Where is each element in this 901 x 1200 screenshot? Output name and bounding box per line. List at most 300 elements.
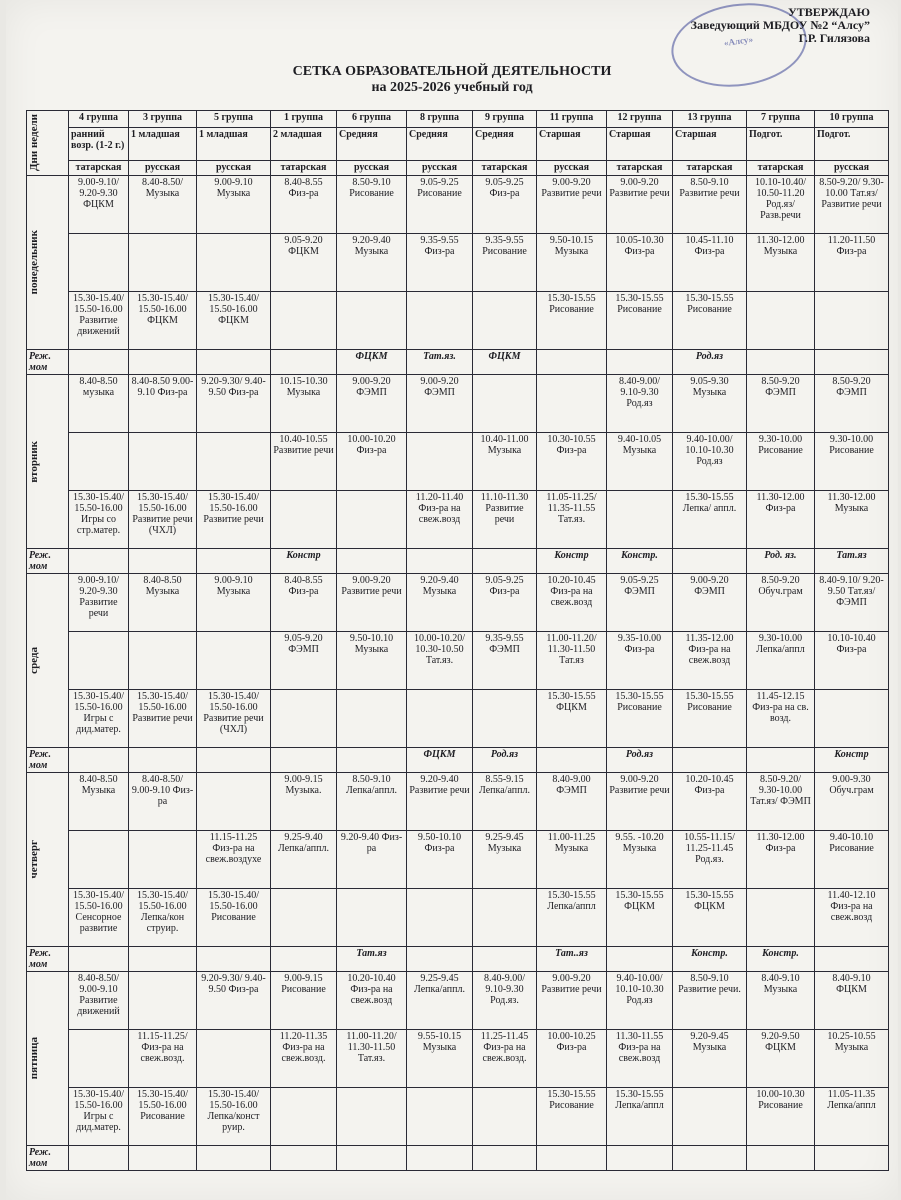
day-slot-row bbox=[27, 972, 889, 1030]
schedule-table bbox=[26, 110, 889, 1171]
approve-line-2: Заведующий МБДОУ №2 “Алсу” bbox=[690, 18, 870, 32]
lesson-cell bbox=[69, 234, 129, 292]
regime-cell bbox=[473, 1146, 537, 1171]
lesson-cell: 9.00-9.15 Рисование bbox=[271, 972, 337, 1030]
lesson-cell: 9.50-10.10 Музыка bbox=[337, 632, 407, 690]
lesson-cell bbox=[271, 889, 337, 947]
lesson-cell: 10.00-10.20/ 10.30-10.50 Тат.яз. bbox=[407, 632, 473, 690]
lesson-cell bbox=[473, 690, 537, 748]
regime-cell bbox=[747, 1146, 815, 1171]
lesson-cell bbox=[337, 491, 407, 549]
lesson-cell: 15.30-15.40/ 15.50-16.00 Рисование bbox=[129, 1088, 197, 1146]
lesson-cell: 15.30-15.40/ 15.50-16.00 Сенсорное развитие bbox=[69, 889, 129, 947]
lesson-cell bbox=[337, 690, 407, 748]
regime-cell bbox=[69, 748, 129, 773]
lesson-cell bbox=[129, 831, 197, 889]
lesson-cell bbox=[197, 1030, 271, 1088]
lesson-cell: 10.20-10.45 Физ-ра bbox=[673, 773, 747, 831]
lesson-cell: 15.30-15.55 Рисование bbox=[537, 292, 607, 350]
lesson-cell bbox=[673, 1088, 747, 1146]
lesson-cell: 9.35-9.55 Физ-ра bbox=[407, 234, 473, 292]
stamp-text: «Алсу» bbox=[723, 34, 754, 49]
lesson-cell: 11.00-11.25 Музыка bbox=[537, 831, 607, 889]
age-header: Старшая bbox=[607, 128, 673, 161]
age-header: Старшая bbox=[673, 128, 747, 161]
lesson-cell: 15.30-15.55 Рисование bbox=[673, 690, 747, 748]
regime-cell: Род.яз bbox=[673, 350, 747, 375]
regime-cell bbox=[407, 1146, 473, 1171]
regime-cell bbox=[747, 350, 815, 375]
regime-cell bbox=[473, 947, 537, 972]
day-name: понедельник bbox=[28, 230, 40, 295]
lesson-cell: 11.00-11.20/ 11.30-11.50 Тат.яз bbox=[537, 632, 607, 690]
document-page bbox=[6, 0, 898, 1200]
day-name: вторник bbox=[28, 440, 40, 483]
lesson-cell bbox=[815, 690, 889, 748]
regime-cell bbox=[271, 1146, 337, 1171]
language-header: русская bbox=[407, 161, 473, 176]
regime-row bbox=[27, 947, 889, 972]
lesson-cell: 15.30-15.55 Рисование bbox=[607, 292, 673, 350]
language-header: русская bbox=[815, 161, 889, 176]
regime-cell bbox=[69, 549, 129, 574]
day-slot-row bbox=[27, 375, 889, 433]
regime-cell bbox=[337, 1146, 407, 1171]
lesson-cell: 9.55. -10.20 Музыка bbox=[607, 831, 673, 889]
group-header: 3 группа bbox=[129, 111, 197, 128]
age-header: Старшая bbox=[537, 128, 607, 161]
lesson-cell bbox=[473, 1088, 537, 1146]
regime-cell bbox=[271, 350, 337, 375]
lesson-cell: 8.50-9.10 Развитие речи. bbox=[673, 972, 747, 1030]
day-slot-row bbox=[27, 574, 889, 632]
lesson-cell bbox=[271, 292, 337, 350]
lesson-cell: 8.40-9.00 ФЭМП bbox=[537, 773, 607, 831]
lesson-cell: 8.40-9.00/ 9.10-9.30 Род.яз. bbox=[473, 972, 537, 1030]
lesson-cell bbox=[747, 292, 815, 350]
lesson-cell: 10.40-10.55 Развитие речи bbox=[271, 433, 337, 491]
lesson-cell: 11.30-12.00 Физ-ра bbox=[747, 491, 815, 549]
lesson-cell: 9.35-10.00 Физ-ра bbox=[607, 632, 673, 690]
regime-cell bbox=[607, 947, 673, 972]
regime-cell bbox=[407, 549, 473, 574]
lesson-cell bbox=[271, 491, 337, 549]
lesson-cell: 15.30-15.55 Рисование bbox=[607, 690, 673, 748]
lesson-cell: 9.20-9.45 Музыка bbox=[673, 1030, 747, 1088]
lesson-cell: 8.40-8.50/ 9.00-9.10 Физ-ра bbox=[129, 773, 197, 831]
lesson-cell bbox=[69, 831, 129, 889]
group-header: 6 группа bbox=[337, 111, 407, 128]
lesson-cell bbox=[69, 433, 129, 491]
day-name-cell bbox=[27, 574, 69, 748]
lesson-cell: 11.10-11.30 Развитие речи bbox=[473, 491, 537, 549]
day-slot-row bbox=[27, 632, 889, 690]
regime-cell: Род.яз bbox=[607, 748, 673, 773]
day-slot-row bbox=[27, 1030, 889, 1088]
day-slot-row bbox=[27, 176, 889, 234]
lesson-cell: 8.50-9.20 Обуч.грам bbox=[747, 574, 815, 632]
regime-cell bbox=[473, 549, 537, 574]
lesson-cell: 8.40-8.55 Физ-ра bbox=[271, 574, 337, 632]
language-header: русская bbox=[197, 161, 271, 176]
lesson-cell bbox=[747, 889, 815, 947]
lesson-cell: 8.50-9.20 ФЭМП bbox=[815, 375, 889, 433]
lesson-cell: 9.20-9.30/ 9.40-9.50 Физ-ра bbox=[197, 375, 271, 433]
regime-cell bbox=[197, 748, 271, 773]
day-slot-row bbox=[27, 690, 889, 748]
day-slot-row bbox=[27, 433, 889, 491]
lesson-cell: 15.30-15.55 ФЦКМ bbox=[537, 690, 607, 748]
lesson-cell: 15.30-15.55 ФЦКМ bbox=[673, 889, 747, 947]
day-slot-row bbox=[27, 234, 889, 292]
lesson-cell: 10.30-10.55 Физ-ра bbox=[537, 433, 607, 491]
regime-cell bbox=[271, 748, 337, 773]
lesson-cell: 9.20-9.40 Развитие речи bbox=[407, 773, 473, 831]
regime-cell: Тат.яз. bbox=[407, 350, 473, 375]
lesson-cell: 9.05-9.25 ФЭМП bbox=[607, 574, 673, 632]
lesson-cell: 9.40-10.00/ 10.10-10.30 Род.яз bbox=[607, 972, 673, 1030]
regime-cell bbox=[129, 947, 197, 972]
regime-cell bbox=[69, 1146, 129, 1171]
lesson-cell: 15.30-15.55 Лепка/ аппл. bbox=[673, 491, 747, 549]
lesson-cell: 9.00-9.10 Музыка bbox=[197, 574, 271, 632]
lesson-cell: 8.50-9.10 Лепка/аппл. bbox=[337, 773, 407, 831]
page-title bbox=[6, 64, 898, 96]
regime-row bbox=[27, 549, 889, 574]
lesson-cell bbox=[337, 1088, 407, 1146]
language-header: русская bbox=[537, 161, 607, 176]
regime-cell bbox=[69, 947, 129, 972]
regime-cell bbox=[537, 1146, 607, 1171]
lesson-cell: 8.50-9.20 ФЭМП bbox=[747, 375, 815, 433]
regime-cell: Констр. bbox=[673, 947, 747, 972]
lesson-cell: 9.40-10.00/ 10.10-10.30 Род.яз bbox=[673, 433, 747, 491]
lesson-cell: 8.40-8.50 музыка bbox=[69, 375, 129, 433]
regime-cell bbox=[197, 1146, 271, 1171]
age-header: 1 младшая bbox=[129, 128, 197, 161]
lesson-cell: 9.25-9.45 Музыка bbox=[473, 831, 537, 889]
age-header: 2 младшая bbox=[271, 128, 337, 161]
lesson-cell: 9.40-10.05 Музыка bbox=[607, 433, 673, 491]
lesson-cell: 11.20-11.40 Физ-ра на свеж.возд bbox=[407, 491, 473, 549]
lesson-cell: 9.20-9.30/ 9.40-9.50 Физ-ра bbox=[197, 972, 271, 1030]
regime-cell bbox=[607, 350, 673, 375]
lesson-cell: 9.55-10.15 Музыка bbox=[407, 1030, 473, 1088]
lesson-cell: 11.45-12.15 Физ-ра на св. возд. bbox=[747, 690, 815, 748]
lesson-cell bbox=[407, 1088, 473, 1146]
lesson-cell: 9.40-10.10 Рисование bbox=[815, 831, 889, 889]
lesson-cell: 9.05-9.25 Физ-ра bbox=[473, 574, 537, 632]
lesson-cell bbox=[129, 972, 197, 1030]
lesson-cell bbox=[271, 690, 337, 748]
regime-cell bbox=[673, 549, 747, 574]
day-name-cell bbox=[27, 773, 69, 947]
lesson-cell: 15.30-15.40/ 15.50-16.00 Развитие речи bbox=[129, 690, 197, 748]
lesson-cell: 9.00-9.20 ФЭМП bbox=[673, 574, 747, 632]
lesson-cell: 9.30-10.00 Лепка/аппл bbox=[747, 632, 815, 690]
age-header: ранний возр. (1-2 г.) bbox=[69, 128, 129, 161]
regime-cell: Констр bbox=[271, 549, 337, 574]
lesson-cell: 15.30-15.40/ 15.50-16.00 Лепка/конст руир. bbox=[197, 1088, 271, 1146]
group-header: 11 группа bbox=[537, 111, 607, 128]
lesson-cell bbox=[815, 292, 889, 350]
day-slot-row bbox=[27, 773, 889, 831]
lesson-cell: 10.10-10.40/ 10.50-11.20 Род.яз/ Разв.речи bbox=[747, 176, 815, 234]
lesson-cell: 9.05-9.20 ФЭМП bbox=[271, 632, 337, 690]
lesson-cell bbox=[197, 773, 271, 831]
lesson-cell: 8.55-9.15 Лепка/аппл. bbox=[473, 773, 537, 831]
lesson-cell: 11.05-11.35 Лепка/аппл bbox=[815, 1088, 889, 1146]
regime-cell: ФЦКМ bbox=[473, 350, 537, 375]
lesson-cell: 10.25-10.55 Музыка bbox=[815, 1030, 889, 1088]
day-name: пятница bbox=[28, 1037, 40, 1080]
lesson-cell: 11.00-11.20/ 11.30-11.50 Тат.яз. bbox=[337, 1030, 407, 1088]
lesson-cell: 10.00-10.30 Рисование bbox=[747, 1088, 815, 1146]
lesson-cell: 15.30-15.40/ 15.50-16.00 Игры с дид.матер. bbox=[69, 690, 129, 748]
lesson-cell bbox=[129, 632, 197, 690]
lesson-cell: 9.00-9.10 Музыка bbox=[197, 176, 271, 234]
title-line-1: СЕТКА ОБРАЗОВАТЕЛЬНОЙ ДЕЯТЕЛЬНОСТИ bbox=[292, 64, 612, 79]
lesson-cell: 15.30-15.40/ 15.50-16.00 Игры со стр.матер. bbox=[69, 491, 129, 549]
lesson-cell: 8.50-9.20/ 9.30-10.00 Тат.яз/ ФЭМП bbox=[747, 773, 815, 831]
age-header: Средняя bbox=[473, 128, 537, 161]
lesson-cell bbox=[69, 1030, 129, 1088]
regime-cell: Род.яз bbox=[473, 748, 537, 773]
group-header: 4 группа bbox=[69, 111, 129, 128]
lesson-cell: 15.30-15.40/ 15.50-16.00 Игры с дид.матер. bbox=[69, 1088, 129, 1146]
regime-cell bbox=[271, 947, 337, 972]
group-header: 13 группа bbox=[673, 111, 747, 128]
lesson-cell: 9.00-9.20 ФЭМП bbox=[407, 375, 473, 433]
lesson-cell: 9.00-9.20 Развитие речи bbox=[607, 176, 673, 234]
day-name-cell bbox=[27, 176, 69, 350]
age-header: 1 младшая bbox=[197, 128, 271, 161]
lesson-cell: 10.10-10.40 Физ-ра bbox=[815, 632, 889, 690]
lesson-cell bbox=[129, 234, 197, 292]
lesson-cell: 8.40-9.10/ 9.20-9.50 Тат.яз/ ФЭМП bbox=[815, 574, 889, 632]
regime-label: Реж. мом bbox=[27, 1146, 69, 1171]
lesson-cell bbox=[407, 889, 473, 947]
lesson-cell: 10.00-10.20 Физ-ра bbox=[337, 433, 407, 491]
group-header: 8 группа bbox=[407, 111, 473, 128]
header-lang-row bbox=[27, 161, 889, 176]
lesson-cell: 9.20-9.50 ФЦКМ bbox=[747, 1030, 815, 1088]
title-line-2: на 2025-2026 учебный год bbox=[371, 80, 533, 95]
lesson-cell: 10.20-10.40 Физ-ра на свеж.возд bbox=[337, 972, 407, 1030]
lesson-cell: 15.30-15.40/ 15.50-16.00 Лепка/кон струир. bbox=[129, 889, 197, 947]
regime-cell bbox=[337, 549, 407, 574]
lesson-cell: 8.40-8.50 9.00-9.10 Физ-ра bbox=[129, 375, 197, 433]
lesson-cell: 10.15-10.30 Музыка bbox=[271, 375, 337, 433]
lesson-cell: 15.30-15.55 Лепка/аппл bbox=[537, 889, 607, 947]
group-header: 1 группа bbox=[271, 111, 337, 128]
regime-cell bbox=[69, 350, 129, 375]
language-header: татарская bbox=[607, 161, 673, 176]
lesson-cell bbox=[69, 632, 129, 690]
language-header: татарская bbox=[69, 161, 129, 176]
lesson-cell: 8.40-8.50/ 9.00-9.10 Развитие движений bbox=[69, 972, 129, 1030]
lesson-cell: 8.50-9.10 Рисование bbox=[337, 176, 407, 234]
lesson-cell: 9.05-9.20 ФЦКМ bbox=[271, 234, 337, 292]
regime-cell bbox=[129, 350, 197, 375]
regime-cell bbox=[537, 748, 607, 773]
corner-text: Дни недели bbox=[28, 114, 40, 172]
lesson-cell bbox=[337, 292, 407, 350]
lesson-cell: 11.20-11.50 Физ-ра bbox=[815, 234, 889, 292]
regime-cell bbox=[673, 748, 747, 773]
lesson-cell: 15.30-15.40/ 15.50-16.00 ФЦКМ bbox=[129, 292, 197, 350]
regime-cell bbox=[337, 748, 407, 773]
lesson-cell bbox=[537, 375, 607, 433]
regime-label: Реж. мом bbox=[27, 350, 69, 375]
lesson-cell: 10.00-10.25 Физ-ра bbox=[537, 1030, 607, 1088]
lesson-cell: 9.30-10.00 Рисование bbox=[747, 433, 815, 491]
lesson-cell: 8.50-9.20/ 9.30-10.00 Тат.яз/ Развитие речи bbox=[815, 176, 889, 234]
lesson-cell: 9.05-9.25 Рисование bbox=[407, 176, 473, 234]
regime-label: Реж. мом bbox=[27, 549, 69, 574]
lesson-cell: 9.00-9.15 Музыка. bbox=[271, 773, 337, 831]
lesson-cell: 9.20-9.40 Музыка bbox=[407, 574, 473, 632]
lesson-cell: 11.15-11.25 Физ-ра на свеж.воздухе bbox=[197, 831, 271, 889]
language-header: татарская bbox=[473, 161, 537, 176]
regime-cell: ФЦКМ bbox=[337, 350, 407, 375]
lesson-cell: 10.05-10.30 Физ-ра bbox=[607, 234, 673, 292]
lesson-cell bbox=[607, 491, 673, 549]
lesson-cell: 9.25-9.45 Лепка/аппл. bbox=[407, 972, 473, 1030]
lesson-cell: 9.00-9.30 Обуч.грам bbox=[815, 773, 889, 831]
lesson-cell: 15.30-15.55 ФЦКМ bbox=[607, 889, 673, 947]
lesson-cell: 11.30-12.00 Физ-ра bbox=[747, 831, 815, 889]
day-slot-row bbox=[27, 1088, 889, 1146]
lesson-cell: 9.00-9.10/ 9.20-9.30 Развитие речи bbox=[69, 574, 129, 632]
lesson-cell bbox=[473, 292, 537, 350]
lesson-cell: 11.30-12.00 Музыка bbox=[747, 234, 815, 292]
lesson-cell: 8.40-8.50/ Музыка bbox=[129, 176, 197, 234]
approve-line-1: УТВЕРЖДАЮ bbox=[787, 5, 870, 19]
day-name: четверг bbox=[28, 840, 40, 879]
language-header: татарская bbox=[673, 161, 747, 176]
lesson-cell: 8.40-8.55 Физ-ра bbox=[271, 176, 337, 234]
group-header: 5 группа bbox=[197, 111, 271, 128]
lesson-cell: 11.15-11.25/ Физ-ра на свеж.возд. bbox=[129, 1030, 197, 1088]
lesson-cell bbox=[197, 433, 271, 491]
lesson-cell bbox=[337, 889, 407, 947]
lesson-cell: 11.40-12.10 Физ-ра на свеж.возд bbox=[815, 889, 889, 947]
regime-cell bbox=[197, 947, 271, 972]
lesson-cell: 15.30-15.40/ 15.50-16.00 Развитие движений bbox=[69, 292, 129, 350]
regime-row bbox=[27, 350, 889, 375]
regime-cell: ФЦКМ bbox=[407, 748, 473, 773]
lesson-cell bbox=[271, 1088, 337, 1146]
lesson-cell: 9.25-9.40 Лепка/аппл. bbox=[271, 831, 337, 889]
lesson-cell bbox=[407, 690, 473, 748]
day-slot-row bbox=[27, 292, 889, 350]
lesson-cell: 11.35-12.00 Физ-ра на свеж.возд bbox=[673, 632, 747, 690]
regime-label: Реж. мом bbox=[27, 748, 69, 773]
regime-cell bbox=[747, 748, 815, 773]
lesson-cell: 9.00-9.20 Развитие речи bbox=[537, 176, 607, 234]
day-name-cell bbox=[27, 972, 69, 1146]
lesson-cell: 9.00-9.10/ 9.20-9.30 ФЦКМ bbox=[69, 176, 129, 234]
lesson-cell: 15.30-15.40/ 15.50-16.00 Развитие речи bbox=[197, 491, 271, 549]
lesson-cell: 10.40-11.00 Музыка bbox=[473, 433, 537, 491]
regime-cell bbox=[673, 1146, 747, 1171]
lesson-cell: 8.40-9.00/ 9.10-9.30 Род.яз bbox=[607, 375, 673, 433]
regime-cell: Тат.яз bbox=[337, 947, 407, 972]
lesson-cell: 15.30-15.55 Рисование bbox=[673, 292, 747, 350]
regime-cell: Констр. bbox=[747, 947, 815, 972]
lesson-cell: 9.00-9.20 Развитие речи bbox=[537, 972, 607, 1030]
regime-cell bbox=[197, 549, 271, 574]
regime-row bbox=[27, 748, 889, 773]
language-header: русская bbox=[337, 161, 407, 176]
lesson-cell: 9.35-9.55 Рисование bbox=[473, 234, 537, 292]
corner-days-label bbox=[27, 111, 69, 176]
lesson-cell: 15.30-15.40/ 15.50-16.00 ФЦКМ bbox=[197, 292, 271, 350]
age-header: Средняя bbox=[337, 128, 407, 161]
day-slot-row bbox=[27, 889, 889, 947]
regime-cell: Род. яз. bbox=[747, 549, 815, 574]
age-header: Подгот. bbox=[747, 128, 815, 161]
lesson-cell: 8.40-9.10 ФЦКМ bbox=[815, 972, 889, 1030]
lesson-cell: 15.30-15.40/ 15.50-16.00 Рисование bbox=[197, 889, 271, 947]
lesson-cell: 8.50-9.10 Развитие речи bbox=[673, 176, 747, 234]
group-header: 7 группа bbox=[747, 111, 815, 128]
lesson-cell: 9.05-9.30 Музыка bbox=[673, 375, 747, 433]
lesson-cell: 15.30-15.40/ 15.50-16.00 Развитие речи (ЧХЛ) bbox=[129, 491, 197, 549]
lesson-cell bbox=[197, 632, 271, 690]
lesson-cell: 9.30-10.00 Рисование bbox=[815, 433, 889, 491]
lesson-cell: 11.25-11.45 Физ-ра на свеж.возд. bbox=[473, 1030, 537, 1088]
day-name-cell bbox=[27, 375, 69, 549]
lesson-cell: 9.05-9.25 Физ-ра bbox=[473, 176, 537, 234]
lesson-cell bbox=[129, 433, 197, 491]
regime-cell bbox=[197, 350, 271, 375]
lesson-cell bbox=[407, 433, 473, 491]
language-header: русская bbox=[129, 161, 197, 176]
regime-cell bbox=[815, 350, 889, 375]
age-header: Средняя bbox=[407, 128, 473, 161]
language-header: татарская bbox=[747, 161, 815, 176]
regime-cell bbox=[129, 1146, 197, 1171]
regime-cell bbox=[815, 1146, 889, 1171]
lesson-cell: 11.30-11.55 Физ-ра на свеж.возд bbox=[607, 1030, 673, 1088]
lesson-cell: 9.00-9.20 ФЭМП bbox=[337, 375, 407, 433]
approval-block bbox=[691, 6, 870, 45]
regime-cell bbox=[815, 947, 889, 972]
lesson-cell: 10.55-11.15/ 11.25-11.45 Род.яз. bbox=[673, 831, 747, 889]
regime-cell: Констр. bbox=[607, 549, 673, 574]
lesson-cell bbox=[473, 375, 537, 433]
lesson-cell: 10.45-11.10 Физ-ра bbox=[673, 234, 747, 292]
regime-cell: Тат..яз bbox=[537, 947, 607, 972]
lesson-cell: 9.20-9.40 Физ-ра bbox=[337, 831, 407, 889]
lesson-cell: 8.40-8.50 Музыка bbox=[129, 574, 197, 632]
header-ages-row bbox=[27, 128, 889, 161]
regime-cell: Тат.яз bbox=[815, 549, 889, 574]
regime-cell bbox=[407, 947, 473, 972]
lesson-cell: 11.30-12.00 Музыка bbox=[815, 491, 889, 549]
header-groups-row bbox=[27, 111, 889, 128]
lesson-cell: 15.30-15.55 Рисование bbox=[537, 1088, 607, 1146]
regime-cell bbox=[537, 350, 607, 375]
day-slot-row bbox=[27, 831, 889, 889]
regime-cell: Констр bbox=[537, 549, 607, 574]
lesson-cell bbox=[473, 889, 537, 947]
group-header: 10 группа bbox=[815, 111, 889, 128]
lesson-cell: 8.40-8.50 Музыка bbox=[69, 773, 129, 831]
approve-line-3: Г.Р. Гилязова bbox=[798, 31, 870, 45]
